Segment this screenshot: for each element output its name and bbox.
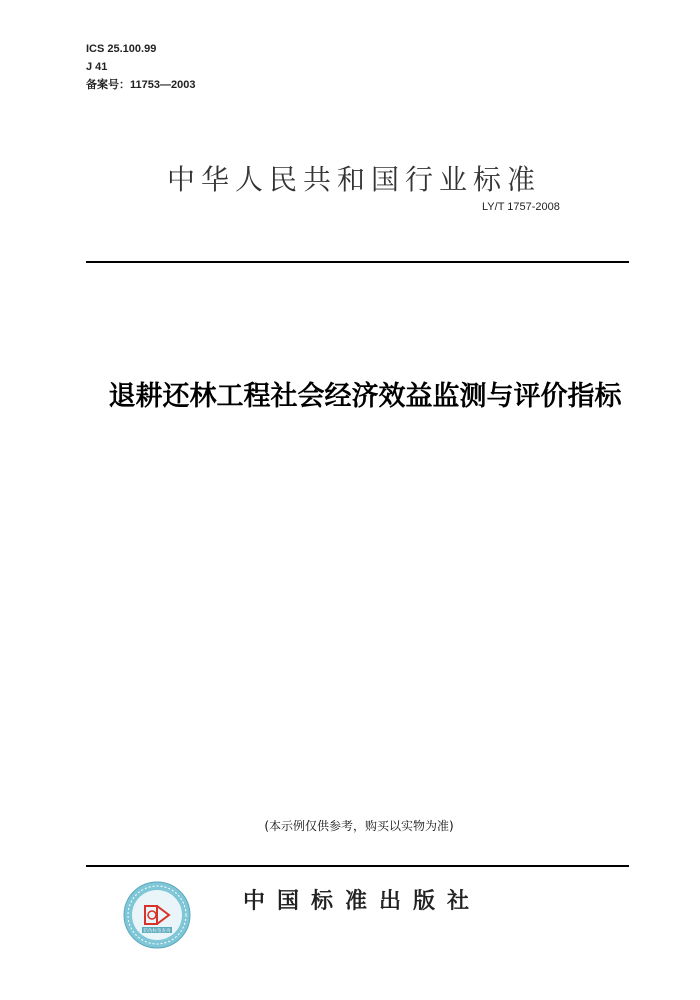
document-title: 退耕还林工程社会经济效益监测与评价指标 [108, 381, 622, 412]
top-divider [86, 261, 629, 263]
seal-text: 防伪标签查询 [143, 929, 171, 934]
publisher-name: 中国标准出版社 [243, 889, 482, 914]
bottom-divider [86, 865, 629, 867]
ccs-code: J 41 [86, 61, 108, 73]
document-meta [86, 40, 195, 94]
standard-organization: 中华人民共和国行业标准 [166, 163, 541, 196]
record-number: 备案号：11753—2003 [86, 79, 196, 91]
publisher-seal-icon [122, 880, 192, 950]
sample-note: (本示例仅供参考，购买以实物为准) [264, 819, 454, 833]
standard-code: LY/T 1757-2008 [482, 201, 560, 213]
ics-code: ICS 25.100.99 [86, 43, 157, 55]
